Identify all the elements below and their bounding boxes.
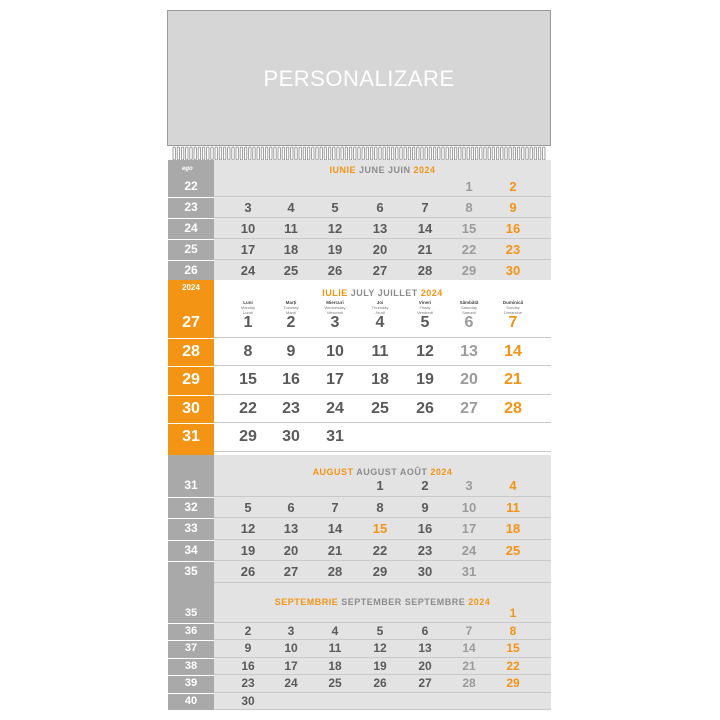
spiral-loop	[471, 147, 473, 160]
month-title-part: 2024	[413, 165, 436, 175]
spiral-loop	[480, 147, 482, 160]
spiral-loop	[488, 147, 490, 160]
month-title-part: SEPTEMBRE	[404, 597, 469, 607]
week-number: 23	[184, 200, 198, 214]
day-cell: 30	[417, 564, 433, 579]
spiral-loop	[492, 147, 494, 160]
day-cell: 14	[417, 221, 433, 236]
month-title-part: SEPTEMBER	[341, 597, 405, 607]
day-cell: 26	[240, 564, 256, 579]
spiral-loop	[324, 147, 326, 160]
day-cell: 13	[372, 221, 388, 236]
spiral-loop	[333, 147, 335, 160]
day-cell: 25	[283, 263, 299, 278]
day-cell: 13	[283, 521, 299, 536]
day-cell: 4	[375, 314, 385, 331]
spiral-loop	[282, 147, 284, 160]
spiral-loop	[509, 147, 511, 160]
day-cell: 4	[331, 623, 339, 638]
day-cell: 11	[371, 342, 389, 360]
week-divider	[168, 658, 214, 659]
weekday-header: Marți Tuesday Mardi	[283, 300, 299, 315]
spiral-loop	[408, 147, 410, 160]
week-divider	[168, 497, 214, 498]
day-cell: 11	[328, 641, 342, 655]
month-title-part: JUILLET	[377, 288, 421, 298]
spiral-loop	[186, 147, 188, 160]
day-cell: 6	[464, 314, 474, 331]
day-cell: 24	[326, 399, 344, 417]
spiral-loop	[513, 147, 515, 160]
month-title-part: 2024	[468, 597, 491, 607]
spiral-loop	[349, 147, 351, 160]
month-title-part: 2024	[420, 288, 443, 298]
day-cell: 15	[461, 221, 477, 236]
spiral-loop	[534, 147, 536, 160]
week-number: 34	[184, 542, 198, 557]
day-cell: 18	[328, 658, 342, 673]
day-cell: 27	[283, 564, 299, 579]
month-title-part: AOÛT	[399, 467, 431, 477]
week-divider	[168, 366, 214, 367]
day-cell: 20	[460, 371, 478, 389]
week-divider	[168, 640, 214, 641]
day-cell: 2	[286, 314, 296, 331]
spiral-loop	[446, 147, 448, 160]
day-cell: 13	[418, 641, 432, 655]
week-number: 30	[182, 399, 200, 417]
day-cell: 16	[282, 371, 300, 389]
month-block-september	[168, 585, 551, 710]
day-cell: 10	[284, 641, 298, 655]
week-number: 25	[184, 242, 198, 256]
month-title-part: IUNIE	[329, 165, 359, 175]
day-cell: 27	[460, 399, 478, 417]
spiral-loop	[307, 147, 309, 160]
month-title-part: AUGUST	[356, 467, 400, 477]
spiral-loop	[341, 147, 343, 160]
week-divider	[168, 540, 214, 541]
spiral-loop	[303, 147, 305, 160]
day-cell: 6	[421, 623, 429, 638]
spiral-loop	[442, 147, 444, 160]
month-block-june	[168, 160, 551, 280]
day-cell: 14	[504, 342, 522, 360]
day-cell: 29	[461, 263, 477, 278]
spiral-loop	[467, 147, 469, 160]
day-cell: 12	[327, 221, 343, 236]
spiral-loop	[505, 147, 507, 160]
spiral-loop	[194, 147, 196, 160]
day-cell: 26	[373, 676, 387, 690]
day-cell: 13	[460, 342, 478, 360]
week-number: 26	[184, 263, 198, 277]
spiral-loop	[454, 147, 456, 160]
day-cell: 23	[241, 676, 255, 690]
day-cell: 21	[462, 658, 476, 673]
day-cell: 24	[284, 676, 298, 690]
week-number: 27	[182, 314, 200, 331]
day-cell: 29	[239, 428, 257, 446]
day-cell: 8	[465, 200, 473, 215]
spiral-loop	[417, 147, 419, 160]
day-cell: 2	[509, 179, 517, 194]
spiral-loop	[278, 147, 280, 160]
spiral-loop	[270, 147, 272, 160]
day-cell: 8	[509, 623, 517, 638]
spiral-loop	[425, 147, 427, 160]
day-cell: 20	[418, 658, 432, 673]
spiral-loop	[198, 147, 200, 160]
day-cell: 25	[505, 542, 521, 558]
month-block-august	[168, 455, 551, 585]
spiral-loop	[320, 147, 322, 160]
spiral-loop	[501, 147, 503, 160]
spiral-loop	[177, 147, 179, 160]
day-cell: 29	[372, 564, 388, 579]
day-cell: 1	[465, 179, 473, 194]
day-cell: 27	[418, 676, 432, 690]
day-cell: 16	[505, 221, 521, 236]
day-cell: 18	[283, 242, 299, 257]
week-divider	[168, 518, 214, 519]
month-title-part: SEPTEMBRIE	[274, 597, 342, 607]
week-divider	[168, 395, 214, 396]
day-cell: 7	[508, 314, 518, 331]
day-cell: 22	[506, 658, 520, 673]
day-cell: 14	[327, 521, 343, 536]
week-number: 37	[184, 642, 198, 654]
spiral-loop	[450, 147, 452, 160]
week-number: 32	[184, 499, 198, 514]
spiral-loop	[232, 147, 234, 160]
day-cell: 9	[286, 342, 296, 360]
spiral-loop	[526, 147, 528, 160]
spiral-loop	[211, 147, 213, 160]
spiral-loop	[354, 147, 356, 160]
day-cell: 17	[284, 658, 298, 673]
week-divider	[168, 423, 214, 424]
spiral-loop	[522, 147, 524, 160]
day-cell: 30	[282, 428, 300, 446]
day-cell: 27	[372, 263, 388, 278]
day-cell: 11	[506, 499, 520, 515]
week-number: 38	[184, 659, 198, 672]
day-cell: 25	[371, 399, 389, 417]
week-divider	[168, 218, 214, 219]
week-divider	[168, 675, 214, 676]
week-number: 39	[184, 677, 198, 689]
week-number: 22	[184, 179, 198, 193]
spiral-loop	[463, 147, 465, 160]
week-divider	[168, 197, 214, 198]
day-cell: 30	[505, 263, 521, 278]
spiral-loop	[396, 147, 398, 160]
day-cell: 19	[240, 542, 256, 558]
weekday-header: Miercuri Wednesday Mercredi	[324, 300, 346, 315]
day-cell: 2	[421, 478, 429, 493]
day-cell: 17	[461, 521, 477, 536]
spiral-loop	[190, 147, 192, 160]
day-cell: 15	[372, 521, 388, 536]
day-cell: 28	[504, 399, 522, 417]
day-cell: 31	[461, 564, 477, 579]
spiral-loop	[249, 147, 251, 160]
spiral-loop	[383, 147, 385, 160]
month-title-part: IULIE	[322, 288, 351, 298]
day-cell: 19	[373, 658, 387, 673]
day-cell: 12	[240, 521, 256, 536]
spiral-loop	[286, 147, 288, 160]
day-cell: 26	[327, 263, 343, 278]
spiral-loop	[517, 147, 519, 160]
spiral-loop	[391, 147, 393, 160]
day-cell: 7	[465, 623, 473, 638]
day-cell: 20	[372, 242, 388, 257]
day-cell: 22	[372, 542, 388, 558]
day-cell: 1	[509, 606, 517, 620]
week-divider	[168, 561, 214, 562]
spiral-loop	[215, 147, 217, 160]
week-number: 28	[182, 342, 200, 360]
week-number: 31	[184, 478, 198, 492]
spiral-loop	[530, 147, 532, 160]
week-divider	[168, 260, 214, 261]
spiral-loop	[358, 147, 360, 160]
day-cell: 3	[330, 314, 340, 331]
personalization-header	[167, 10, 551, 146]
weekday-header: Duminică Sunday Dimanche	[502, 300, 524, 315]
spiral-loop	[400, 147, 402, 160]
day-cell: 23	[505, 242, 521, 257]
spiral-loop	[543, 147, 545, 160]
day-cell: 23	[282, 399, 300, 417]
month-title	[214, 288, 551, 298]
day-cell: 10	[326, 342, 344, 360]
spiral-loop	[459, 147, 461, 160]
brand-logo: ego	[182, 166, 193, 172]
day-cell: 14	[462, 641, 476, 655]
spiral-loop	[207, 147, 209, 160]
day-cell: 24	[461, 542, 477, 558]
day-cell: 26	[416, 399, 434, 417]
week-number: 36	[184, 624, 198, 637]
month-title-part: 2024	[430, 467, 453, 477]
day-cell: 8	[243, 342, 253, 360]
week-number: 31	[182, 428, 200, 446]
week-number: 33	[184, 521, 198, 535]
month-title-part: AUGUST	[312, 467, 357, 477]
day-cell: 17	[240, 242, 256, 257]
day-cell: 5	[244, 499, 252, 515]
spiral-loop	[379, 147, 381, 160]
day-cell: 11	[284, 221, 298, 236]
spiral-loop	[299, 147, 301, 160]
spiral-loop	[370, 147, 372, 160]
day-cell: 5	[331, 200, 339, 215]
day-cell: 1	[376, 478, 384, 493]
spiral-loop	[312, 147, 314, 160]
spiral-loop	[387, 147, 389, 160]
spiral-loop	[337, 147, 339, 160]
day-cell: 15	[506, 641, 520, 655]
spiral-loop	[223, 147, 225, 160]
day-cell: 19	[327, 242, 343, 257]
month-block-july	[168, 280, 551, 455]
month-title	[214, 165, 551, 175]
day-cell: 6	[376, 200, 384, 215]
spiral-loop	[291, 147, 293, 160]
weekday-header: Luni Monday Lundi	[240, 300, 256, 315]
week-divider	[168, 338, 214, 339]
spiral-loop	[253, 147, 255, 160]
day-cell: 28	[417, 263, 433, 278]
spiral-loop	[438, 147, 440, 160]
day-cell: 7	[331, 499, 339, 515]
spiral-loop	[274, 147, 276, 160]
spiral-loop	[295, 147, 297, 160]
day-cell: 16	[417, 521, 433, 536]
day-cell: 28	[327, 564, 343, 579]
day-cell: 3	[465, 478, 473, 493]
day-cell: 29	[506, 676, 520, 690]
week-number: 24	[184, 221, 198, 235]
day-cell: 5	[376, 623, 384, 638]
week-divider	[168, 693, 214, 694]
month-title-part: JUNE	[358, 165, 388, 175]
spiral-loop	[421, 147, 423, 160]
spiral-loop	[219, 147, 221, 160]
spiral-loop	[412, 147, 414, 160]
day-cell: 4	[287, 200, 295, 215]
day-cell: 22	[239, 399, 257, 417]
day-cell: 16	[241, 658, 255, 673]
day-cell: 10	[461, 499, 477, 515]
spiral-loop	[261, 147, 263, 160]
spiral-loop	[366, 147, 368, 160]
day-cell: 5	[420, 314, 430, 331]
weekday-header: Vineri Friday Vendredi	[417, 300, 433, 315]
week-number: 29	[182, 371, 200, 389]
spiral-loop	[316, 147, 318, 160]
spiral-loop	[257, 147, 259, 160]
day-cell: 18	[371, 371, 389, 389]
week-number: 35	[184, 607, 198, 619]
week-number: 40	[184, 694, 198, 707]
month-title-part: JUIN	[387, 165, 414, 175]
weekday-header: Sâmbătă Saturday Samedi	[459, 300, 479, 315]
day-cell: 18	[505, 521, 521, 536]
week-divider	[168, 623, 214, 624]
spiral-loop	[538, 147, 540, 160]
spiral-loop	[475, 147, 477, 160]
day-cell: 3	[244, 200, 252, 215]
spiral-loop	[173, 147, 175, 160]
spiral-loop	[244, 147, 246, 160]
day-cell: 12	[373, 641, 387, 655]
day-cell: 31	[326, 428, 344, 446]
day-cell: 9	[244, 641, 252, 655]
spiral-loop	[375, 147, 377, 160]
day-cell: 10	[240, 221, 256, 236]
day-cell: 21	[327, 542, 343, 558]
spiral-loop	[181, 147, 183, 160]
day-cell: 12	[416, 342, 434, 360]
day-cell: 30	[241, 693, 255, 708]
day-cell: 28	[462, 676, 476, 690]
day-cell: 6	[287, 499, 295, 515]
spiral-loop	[433, 147, 435, 160]
day-cell: 7	[421, 200, 429, 215]
spiral-loop	[362, 147, 364, 160]
day-cell: 15	[239, 371, 257, 389]
day-cell: 2	[244, 623, 252, 638]
day-cell: 8	[376, 499, 384, 515]
spiral-loop	[496, 147, 498, 160]
day-cell: 21	[417, 242, 433, 257]
week-divider	[168, 239, 214, 240]
spiral-loop	[484, 147, 486, 160]
day-cell: 3	[287, 623, 295, 638]
weekday-header: Joi Thursday Jeudi	[371, 300, 389, 315]
day-cell: 25	[328, 676, 342, 690]
year-tag: 2024	[182, 283, 200, 292]
month-title-part: JULY	[350, 288, 378, 298]
spiral-loop	[240, 147, 242, 160]
day-cell: 20	[283, 542, 299, 558]
day-cell: 24	[240, 263, 256, 278]
day-cell: 22	[461, 242, 477, 257]
week-number: 35	[184, 564, 198, 578]
day-cell: 4	[509, 478, 517, 493]
spiral-loop	[265, 147, 267, 160]
day-cell: 1	[243, 314, 253, 331]
day-cell: 9	[509, 200, 517, 215]
spiral-loop	[328, 147, 330, 160]
day-cell: 23	[417, 542, 433, 558]
day-cell: 9	[421, 499, 429, 515]
spiral-loop	[202, 147, 204, 160]
calendar-body	[168, 160, 551, 710]
day-cell: 19	[416, 371, 434, 389]
spiral-loop	[228, 147, 230, 160]
spiral-loop	[429, 147, 431, 160]
header-title: PERSONALIZARE	[263, 66, 455, 91]
spiral-loop	[345, 147, 347, 160]
spiral-loop	[236, 147, 238, 160]
spiral-loop	[404, 147, 406, 160]
day-cell: 21	[504, 371, 522, 389]
day-cell: 17	[326, 371, 344, 389]
